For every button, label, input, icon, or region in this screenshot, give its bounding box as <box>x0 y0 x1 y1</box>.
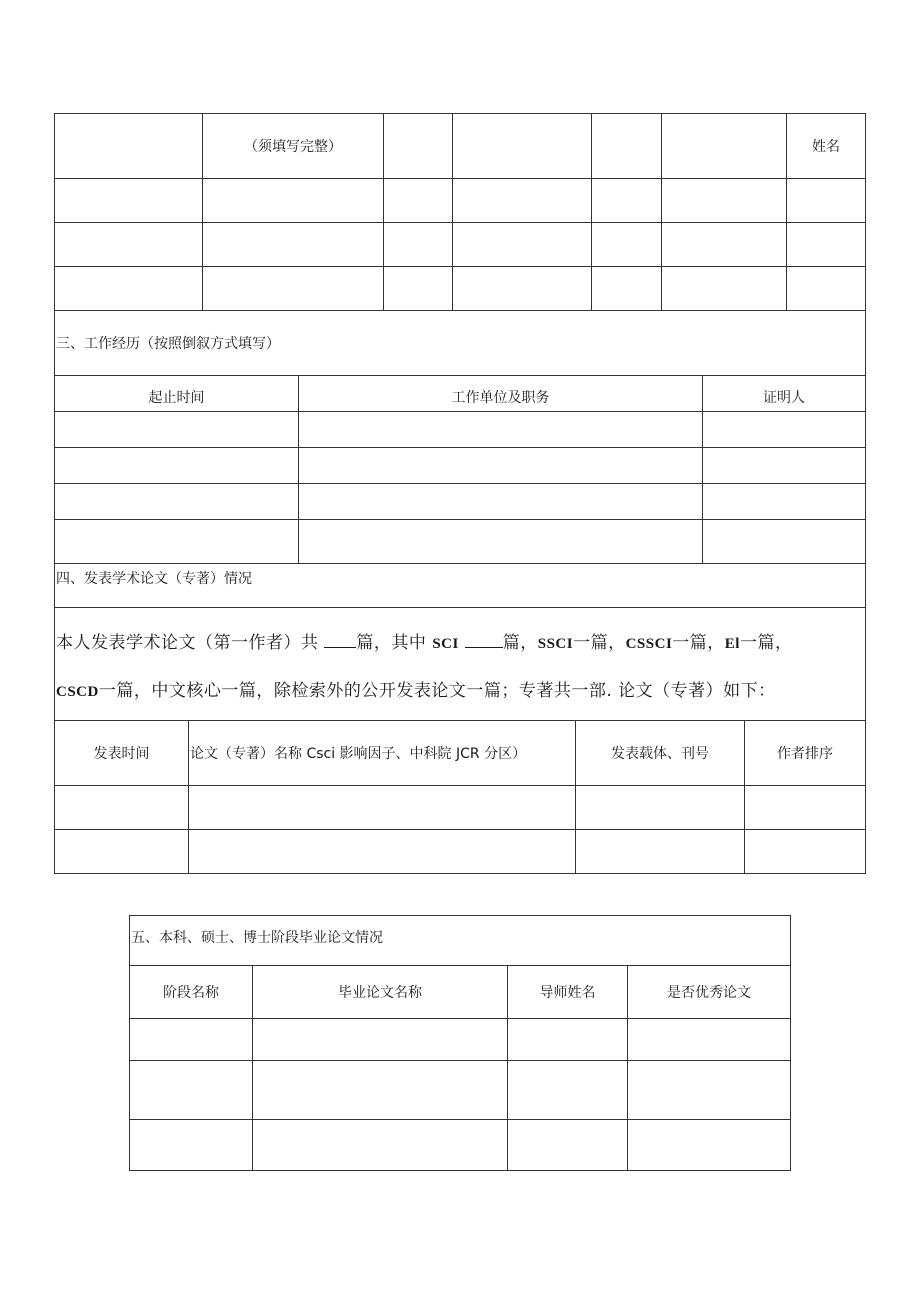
cell[interactable] <box>703 520 866 564</box>
cell[interactable] <box>55 223 203 267</box>
summary-text: 一篇， <box>573 633 626 653</box>
header-supervisor: 导师姓名 <box>508 966 628 1019</box>
header-paper-title: 论文（专著）名称 Csci 影响因子、中科院 JCR 分区） <box>189 721 576 786</box>
summary-text: 篇， <box>502 633 538 653</box>
cell[interactable] <box>662 223 787 267</box>
ssci-label: SSCI <box>537 636 574 652</box>
summary-text: 篇，其中 <box>356 633 427 653</box>
cell[interactable] <box>662 114 787 179</box>
section-title-papers: 四、发表学术论文（专著）情况 <box>55 564 866 608</box>
thesis-table <box>129 915 791 1171</box>
header-journal: 发表载体、刊号 <box>576 721 745 786</box>
cell[interactable] <box>384 267 453 311</box>
cell[interactable] <box>628 1019 791 1061</box>
section-title-thesis: 五、本科、硕士、博士阶段毕业论文情况 <box>130 916 791 966</box>
cell[interactable] <box>55 520 299 564</box>
cell[interactable] <box>253 1061 508 1120</box>
cell[interactable] <box>662 267 787 311</box>
cell[interactable] <box>203 223 384 267</box>
cssci-label: CSSCI <box>625 636 673 652</box>
cell[interactable] <box>55 114 203 179</box>
cell[interactable] <box>253 1019 508 1061</box>
header-referee: 证明人 <box>703 376 866 412</box>
sci-count-blank[interactable] <box>465 631 503 648</box>
cell[interactable] <box>787 267 866 311</box>
publications-table <box>54 563 866 874</box>
cell[interactable] <box>745 786 866 830</box>
cell[interactable] <box>55 830 189 874</box>
cell[interactable] <box>592 179 662 223</box>
cell[interactable] <box>508 1061 628 1120</box>
cscd-label: CSCD <box>56 684 99 700</box>
cell[interactable] <box>130 1061 253 1120</box>
cell[interactable] <box>130 1120 253 1171</box>
summary-line-1 <box>56 631 865 655</box>
cell[interactable] <box>299 448 703 484</box>
summary-text: 一篇， <box>739 633 793 653</box>
cell[interactable] <box>508 1019 628 1061</box>
summary-text: 一篇， <box>672 633 725 653</box>
cell[interactable] <box>453 114 592 179</box>
cell[interactable] <box>703 484 866 520</box>
header-stage: 阶段名称 <box>130 966 253 1019</box>
summary-text: 本人发表学术论文（第一作者）共 <box>56 633 319 653</box>
cell[interactable] <box>384 223 453 267</box>
cell[interactable] <box>592 114 662 179</box>
cell[interactable] <box>628 1061 791 1120</box>
cell[interactable] <box>55 412 299 448</box>
cell[interactable] <box>384 179 453 223</box>
cell[interactable] <box>55 786 189 830</box>
header-author-order: 作者排序 <box>745 721 866 786</box>
sci-label: SCI <box>432 636 459 652</box>
cell[interactable] <box>130 1019 253 1061</box>
cell[interactable] <box>787 179 866 223</box>
cell[interactable] <box>592 223 662 267</box>
cell[interactable] <box>203 267 384 311</box>
cell[interactable] <box>253 1120 508 1171</box>
header-period: 起止时间 <box>55 376 299 412</box>
work-experience-table <box>54 310 866 564</box>
cell[interactable] <box>299 484 703 520</box>
cell[interactable] <box>55 448 299 484</box>
name-header: 姓名 <box>787 114 866 179</box>
cell[interactable] <box>203 179 384 223</box>
section-title-work: 三、工作经历（按照倒叙方式填写） <box>55 311 866 376</box>
cell[interactable] <box>55 179 203 223</box>
publication-summary <box>55 608 866 721</box>
cell[interactable] <box>299 412 703 448</box>
education-table <box>54 113 866 311</box>
header-thesis-title: 毕业论文名称 <box>253 966 508 1019</box>
cell[interactable] <box>189 786 576 830</box>
ei-label: El <box>724 636 740 652</box>
summary-line-2 <box>56 680 865 703</box>
cell[interactable] <box>55 267 203 311</box>
cell[interactable] <box>787 223 866 267</box>
cell[interactable] <box>592 267 662 311</box>
cell[interactable] <box>508 1120 628 1171</box>
cell[interactable] <box>745 830 866 874</box>
cell[interactable] <box>576 786 745 830</box>
cell[interactable] <box>55 484 299 520</box>
cell[interactable] <box>189 830 576 874</box>
header-excellent-thesis: 是否优秀论文 <box>628 966 791 1019</box>
cell[interactable] <box>453 223 592 267</box>
cell[interactable] <box>453 179 592 223</box>
cell[interactable] <box>384 114 453 179</box>
cell[interactable] <box>576 830 745 874</box>
cell[interactable] <box>703 412 866 448</box>
note-label: （须填写完整） <box>203 114 384 179</box>
cell[interactable] <box>662 179 787 223</box>
total-count-blank[interactable] <box>324 631 356 648</box>
header-employer-position: 工作单位及职务 <box>299 376 703 412</box>
cell[interactable] <box>299 520 703 564</box>
cell[interactable] <box>628 1120 791 1171</box>
cell[interactable] <box>453 267 592 311</box>
summary-text: 一篇，中文核心一篇，除检索外的公开发表论文一篇；专著共一部. 论文（专著）如下： <box>98 681 776 701</box>
header-publish-date: 发表时间 <box>55 721 189 786</box>
cell[interactable] <box>703 448 866 484</box>
